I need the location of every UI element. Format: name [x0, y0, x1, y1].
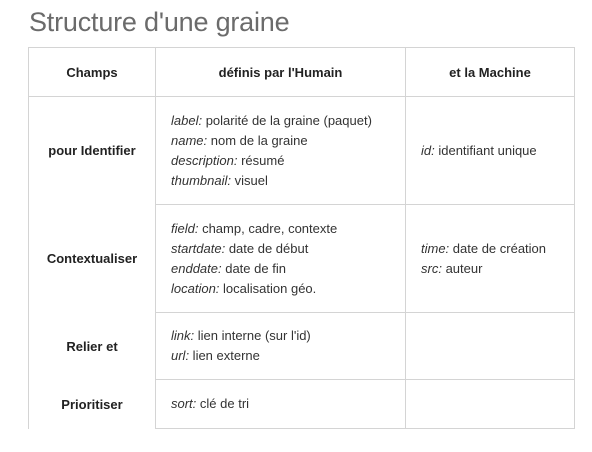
header-machine: et la Machine [406, 48, 575, 97]
machine-fields-cell [406, 97, 575, 205]
field-desc: localisation géo. [219, 280, 317, 296]
field-line [171, 279, 405, 299]
machine-fields-cell [406, 313, 575, 380]
field-line [171, 326, 405, 346]
field-key: time: [421, 240, 450, 256]
field-key: description: [171, 152, 238, 168]
table-row [29, 205, 575, 313]
field-desc: identifiant unique [434, 142, 537, 158]
field-key: field: [171, 220, 199, 236]
field-key: id: [421, 142, 435, 158]
field-line [171, 219, 405, 239]
machine-fields-cell [406, 380, 575, 429]
page-title: Structure d'une graine [29, 7, 290, 37]
field-desc: champ, cadre, contexte [198, 220, 338, 236]
human-fields-cell [156, 380, 406, 429]
field-key: startdate: [171, 240, 226, 256]
field-desc: date de début [225, 240, 309, 256]
row-label-contextualiser: Contextualiser [29, 205, 156, 313]
field-key: sort: [171, 396, 197, 411]
table-header-row [29, 48, 575, 97]
field-desc: clé de tri [196, 396, 250, 411]
field-key: location: [171, 280, 220, 296]
table-row [29, 313, 575, 380]
header-human: définis par l'Humain [156, 48, 406, 97]
field-desc: lien interne (sur l'id) [194, 328, 311, 343]
field-desc: date de fin [221, 260, 286, 276]
field-line [171, 131, 405, 151]
field-line [171, 171, 405, 191]
field-desc: polarité de la graine (paquet) [202, 112, 372, 128]
human-fields-cell [156, 313, 406, 380]
field-desc: visuel [230, 172, 268, 188]
field-line [171, 394, 405, 414]
table-row [29, 97, 575, 205]
field-desc: nom de la graine [207, 132, 308, 148]
field-line [421, 259, 574, 279]
table-row [29, 380, 575, 429]
field-desc: lien externe [189, 348, 260, 363]
row-label-identifier: pour Identifier [29, 97, 156, 205]
row-label-relier: Relier et [29, 313, 156, 380]
human-fields-cell [156, 97, 406, 205]
machine-fields-cell [406, 205, 575, 313]
human-fields-cell [156, 205, 406, 313]
field-key: thumbnail: [171, 172, 231, 188]
header-champs: Champs [29, 48, 156, 97]
field-key: enddate: [171, 260, 222, 276]
field-line [171, 259, 405, 279]
field-line [171, 239, 405, 259]
field-line [421, 239, 574, 259]
field-line [171, 346, 405, 366]
field-key: src: [421, 260, 442, 276]
field-line [171, 111, 405, 131]
field-line [171, 151, 405, 171]
field-key: link: [171, 328, 195, 343]
field-desc: date de création [449, 240, 547, 256]
field-key: url: [171, 348, 190, 363]
field-desc: auteur [441, 260, 483, 276]
seed-structure-table [28, 47, 575, 429]
row-label-prioritiser: Prioritiser [29, 380, 156, 429]
field-key: label: [171, 112, 203, 128]
field-key: name: [171, 132, 208, 148]
field-line [421, 141, 574, 161]
field-desc: résumé [237, 152, 285, 168]
